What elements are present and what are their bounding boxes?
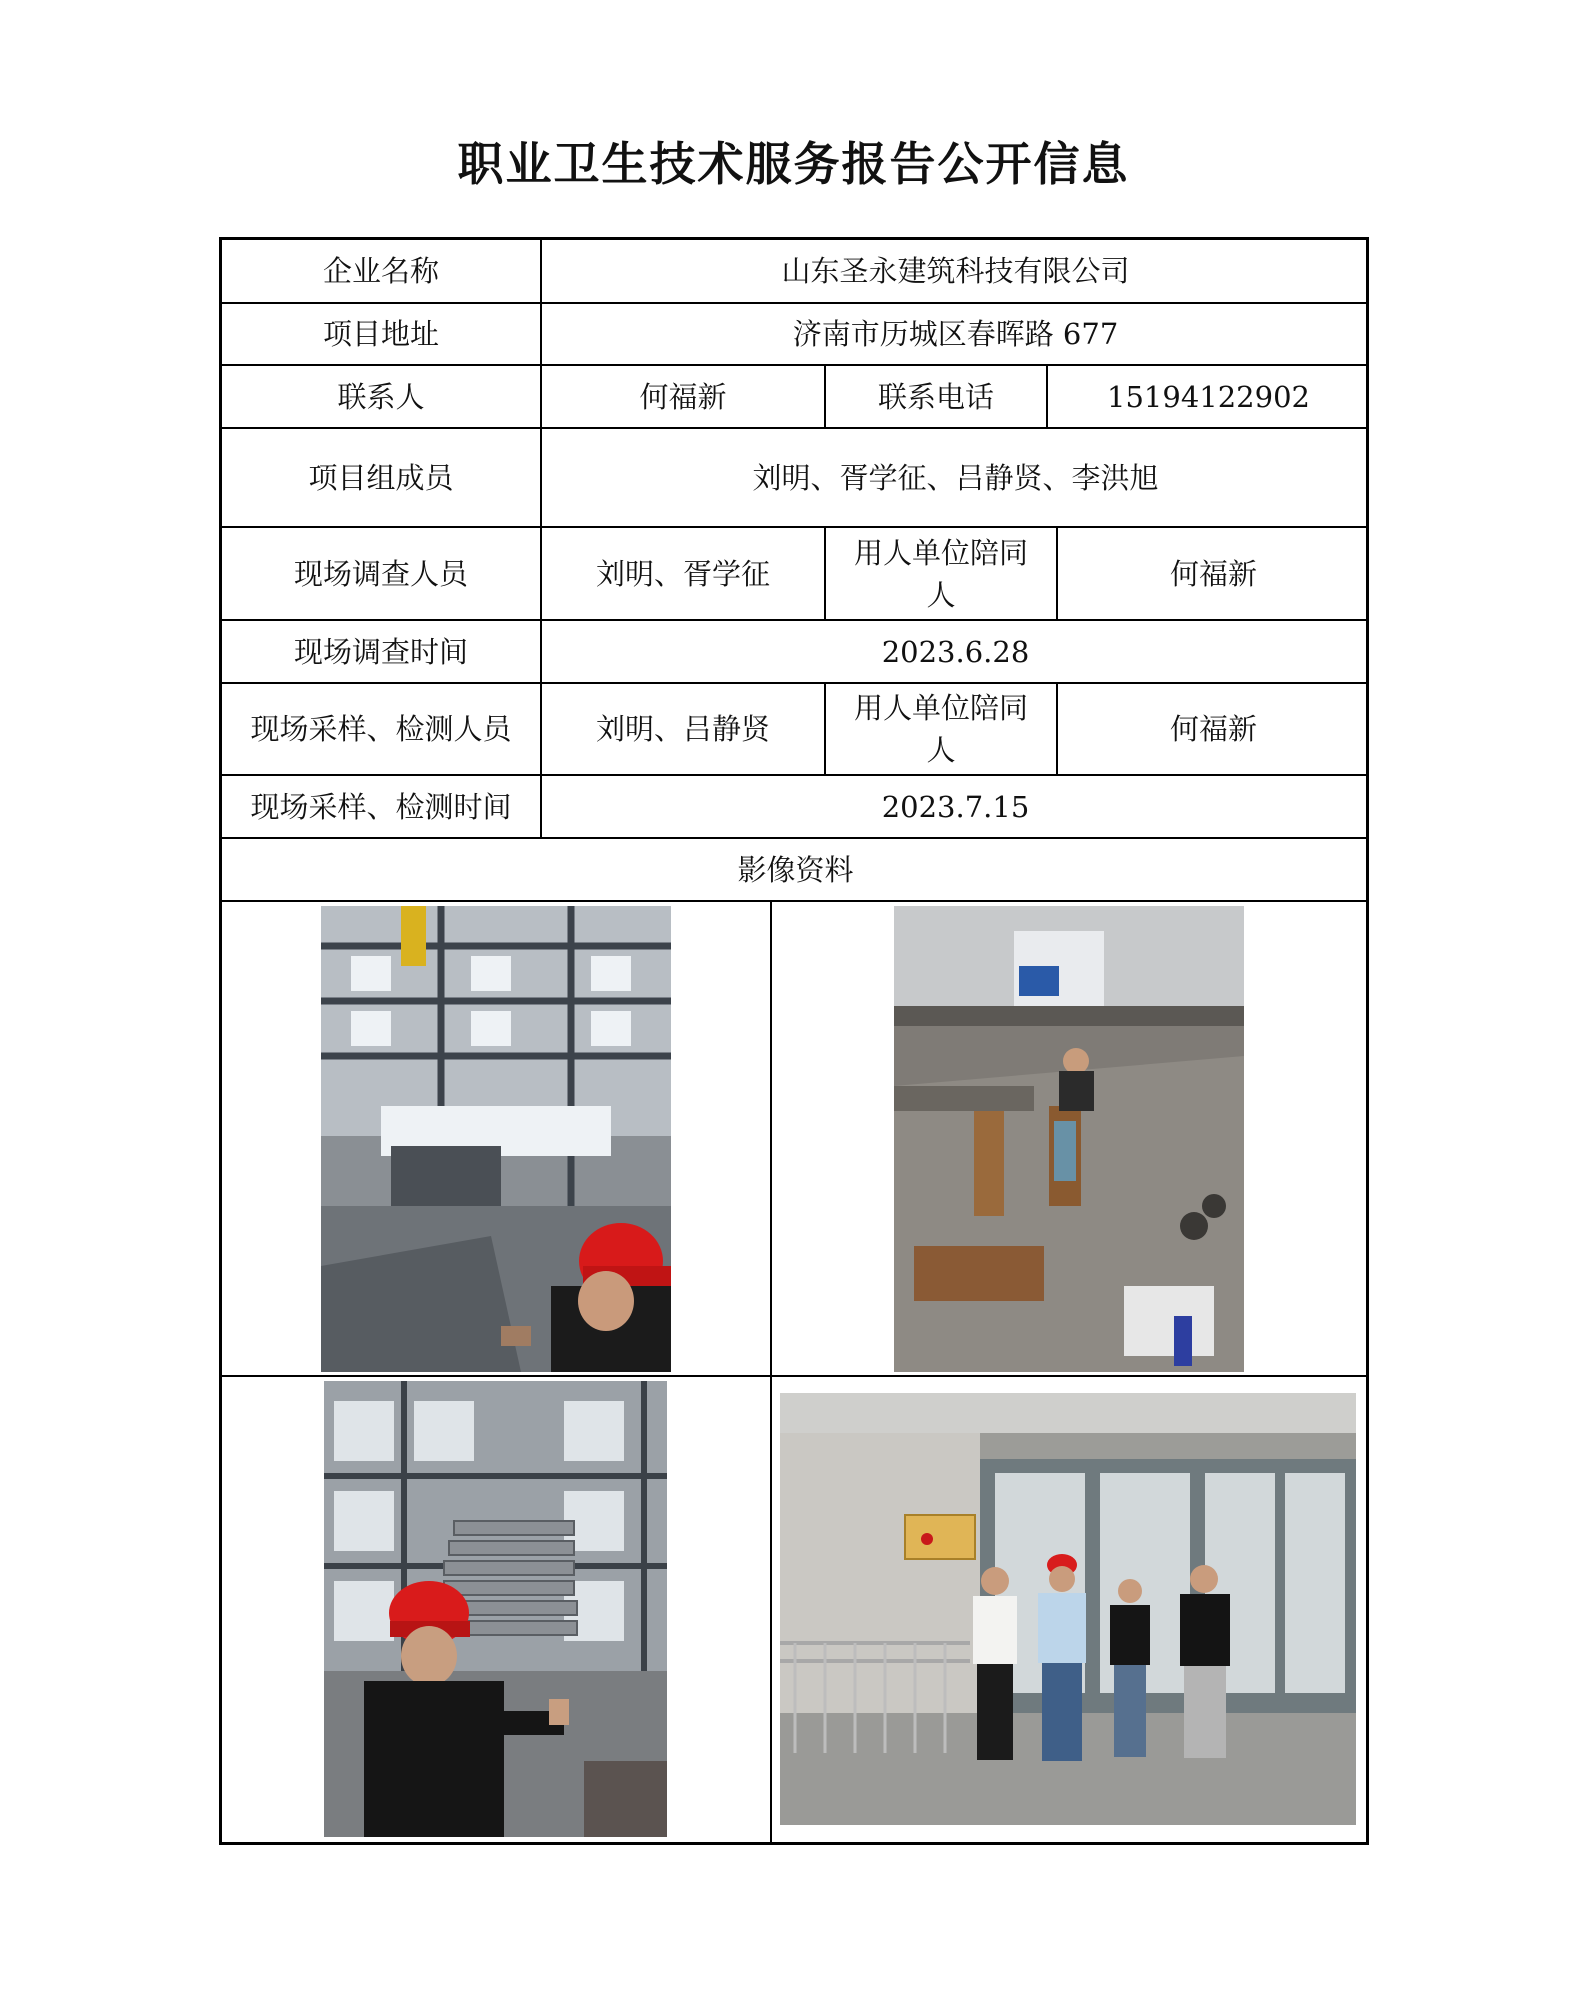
welding-worker-photo <box>894 906 1244 1372</box>
contact-value: 何福新 <box>542 366 826 427</box>
contact-label: 联系人 <box>222 366 542 427</box>
row-company <box>222 240 1366 304</box>
row-address <box>222 304 1366 366</box>
photo-cell <box>222 902 772 1375</box>
page-title: 职业卫生技术服务报告公开信息 <box>457 137 1130 191</box>
info-table <box>219 237 1369 1845</box>
survey-staff-value: 刘明、胥学征 <box>542 528 826 619</box>
members-value: 刘明、胥学征、吕静贤、李洪旭 <box>752 460 1159 495</box>
sampling-time-label: 现场采样、检测时间 <box>222 776 542 837</box>
photo-cell <box>772 1377 1369 1845</box>
company-value: 山东圣永建筑科技有限公司 <box>781 254 1130 288</box>
survey-escort-label: 用人单位陪同人 <box>826 528 1058 619</box>
phone-value: 15194122902 <box>1107 379 1310 414</box>
row-survey-time <box>222 621 1366 684</box>
factory-hall-measurement-photo <box>321 906 671 1372</box>
survey-time-label: 现场调查时间 <box>222 621 542 682</box>
row-sampling-time <box>222 776 1366 839</box>
sampling-staff-label: 现场采样、检测人员 <box>222 684 542 774</box>
survey-escort-value: 何福新 <box>1169 556 1257 591</box>
sampling-time-value: 2023.7.15 <box>881 789 1030 824</box>
team-group-photo <box>780 1393 1356 1825</box>
images-label: 影像资料 <box>737 852 854 887</box>
photo-row-2 <box>222 1377 1366 1845</box>
members-label: 项目组成员 <box>222 429 542 526</box>
sampling-escort-value: 何福新 <box>1169 712 1257 746</box>
row-members <box>222 429 1366 528</box>
photo-cell <box>772 902 1369 1375</box>
row-images-heading <box>222 839 1366 902</box>
survey-time-value: 2023.6.28 <box>881 634 1030 669</box>
row-contact <box>222 366 1366 429</box>
survey-staff-label: 现场调查人员 <box>222 528 542 619</box>
address-value: 济南市历城区春晖路 677 <box>792 317 1119 351</box>
steel-stack-measurement-photo <box>324 1381 667 1837</box>
photo-row-1 <box>222 902 1366 1377</box>
sampling-staff-value: 刘明、吕静贤 <box>542 684 826 774</box>
phone-label: 联系电话 <box>826 366 1048 427</box>
row-sampling-staff <box>222 684 1366 776</box>
row-survey-staff <box>222 528 1366 621</box>
sampling-escort-label: 用人单位陪同人 <box>826 684 1058 774</box>
photo-cell <box>222 1377 772 1845</box>
company-label: 企业名称 <box>222 240 542 302</box>
address-label: 项目地址 <box>222 304 542 364</box>
